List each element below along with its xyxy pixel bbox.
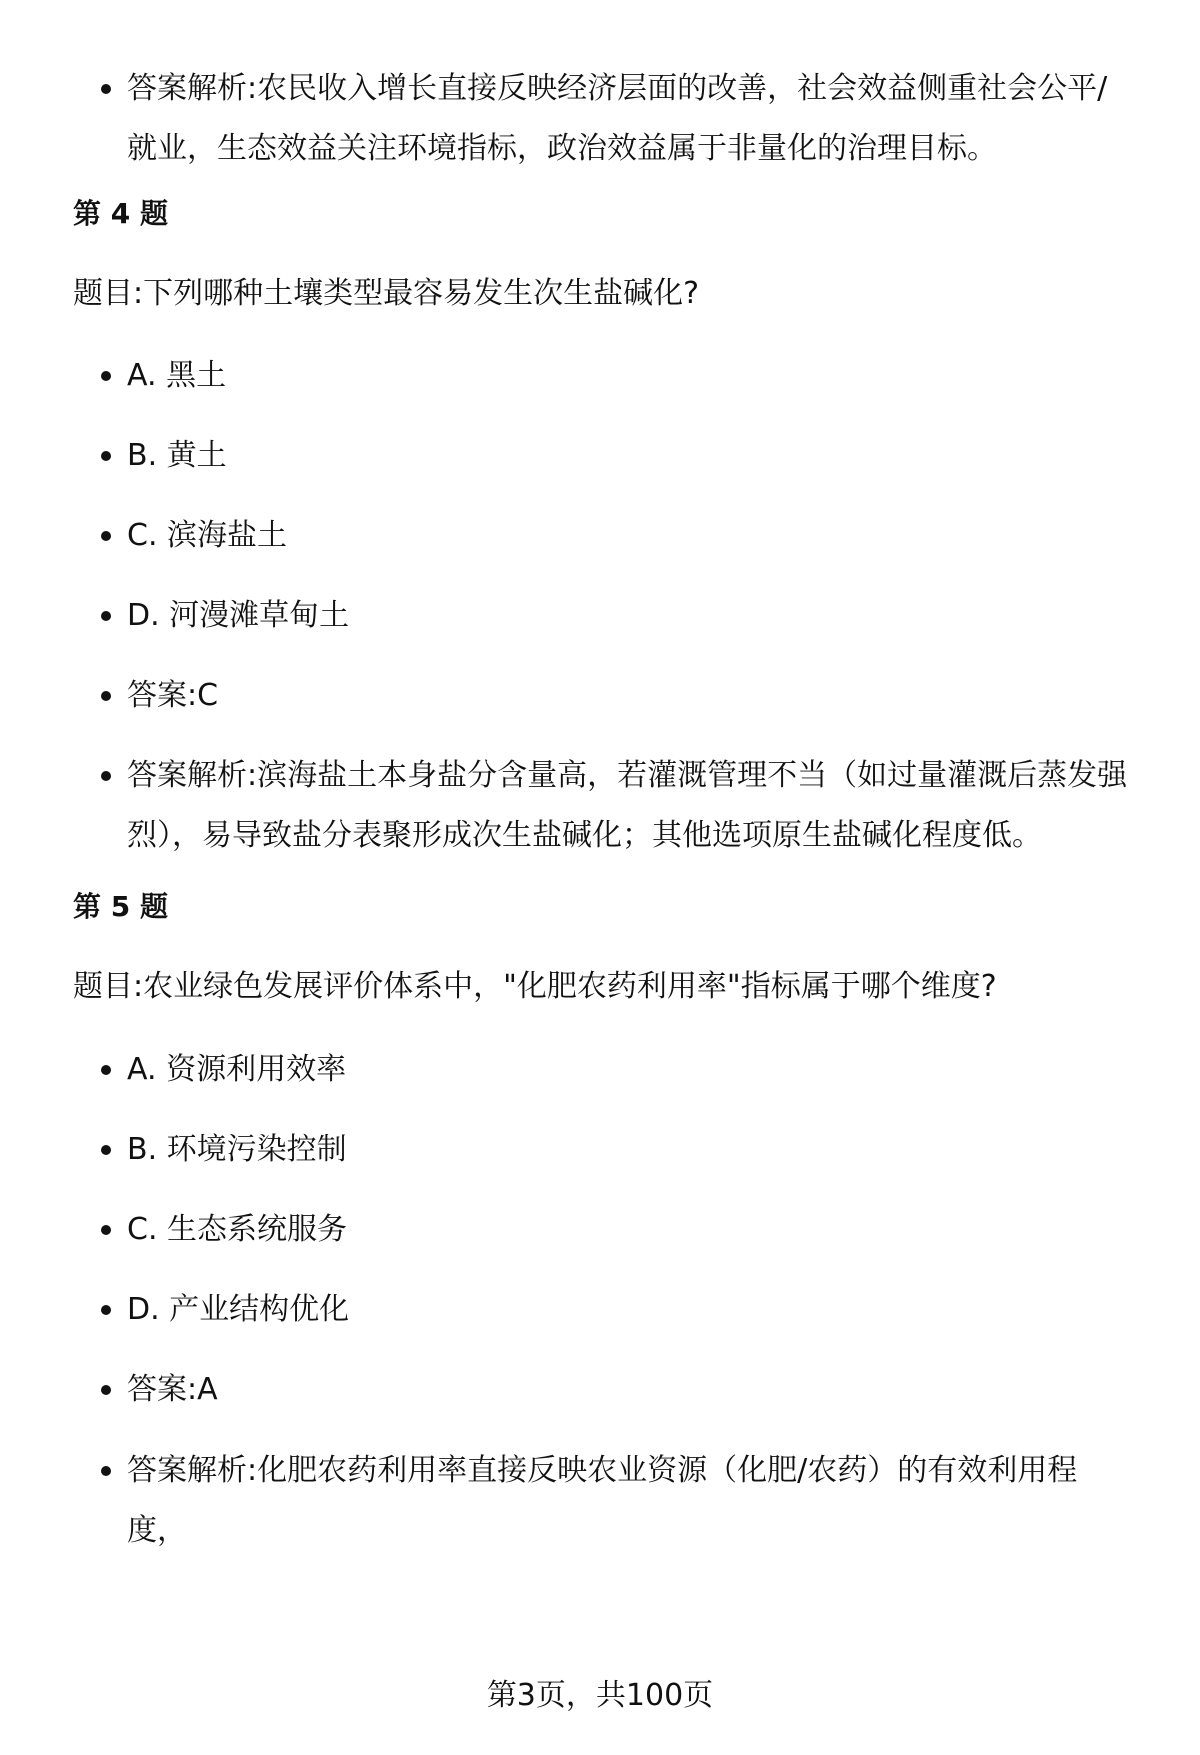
q5-option-d: D. 产业结构优化 (127, 1280, 1137, 1340)
q4-stem: 题目:下列哪种土壤类型最容易发生次生盐碱化? (73, 276, 700, 311)
q5-explanation: 答案解析:化肥农药利用率直接反映农业资源（化肥/农药）的有效利用程度， (127, 1441, 1137, 1561)
q4-option-a: A. 黑土 (127, 346, 1137, 406)
q4-answer: 答案:C (127, 666, 1137, 726)
q5-option-b: B. 环境污染控制 (127, 1120, 1137, 1180)
q5-answer: 答案:A (127, 1360, 1137, 1420)
prev-explanation: 答案解析:农民收入增长直接反映经济层面的改善，社会效益侧重社会公平/就业，生态效益关注环境指标，政治效益属于非量化的治理目标。 (127, 59, 1137, 179)
q5-heading: 第 5 题 (73, 890, 168, 923)
q5-stem: 题目:农业绿色发展评价体系中，"化肥农药利用率"指标属于哪个维度? (73, 969, 997, 1004)
q4-option-b: B. 黄土 (127, 426, 1137, 486)
q4-option-c: C. 滨海盐土 (127, 506, 1137, 566)
q4-explanation: 答案解析:滨海盐土本身盐分含量高，若灌溉管理不当（如过量灌溉后蒸发强烈），易导致盐分表聚形成次生盐碱化；其他选项原生盐碱化程度低。 (127, 746, 1137, 866)
q5-option-a: A. 资源利用效率 (127, 1040, 1137, 1100)
q4-option-d: D. 河漫滩草甸土 (127, 586, 1137, 646)
page-indicator: 第3页，共100页 (486, 1678, 714, 1713)
q4-heading: 第 4 题 (73, 197, 168, 230)
q5-option-c: C. 生态系统服务 (127, 1200, 1137, 1260)
